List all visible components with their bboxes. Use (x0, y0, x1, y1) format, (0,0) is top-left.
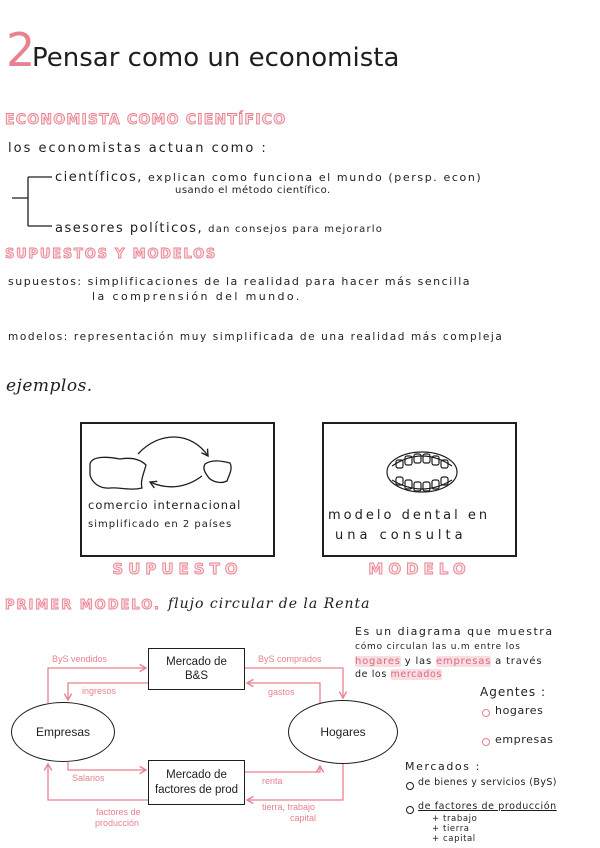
mercados-item: de bienes y servicios (ByS) (418, 777, 557, 788)
diagram-description: Es un diagrama que muestra (355, 625, 554, 638)
example-text: modelo dental en (328, 508, 491, 523)
market-goods-box (148, 648, 245, 690)
market-label: Mercado de (166, 769, 227, 782)
import-arrow (150, 476, 202, 487)
mercados-item: de factores de producción (418, 801, 557, 812)
bullet-icon (482, 709, 490, 717)
intro-text: los economistas actuan como : (8, 141, 268, 156)
example-box-modelo (322, 422, 517, 557)
flow-label-inputs: tierra, trabajo (262, 802, 316, 812)
supuestos-definition (8, 276, 471, 289)
upper-arch (392, 456, 452, 466)
flow-label-factors: factores de (96, 807, 141, 817)
market-label: B&S (184, 670, 208, 682)
highlight-hogares: hogares (355, 656, 401, 667)
example-text-cont: simplificado en 2 países (88, 519, 233, 530)
market-label: factores de prod (154, 783, 239, 796)
gum-outline (387, 452, 457, 492)
caption-modelo: MODELO (368, 560, 471, 578)
role-asesores (55, 218, 383, 237)
flow-label-inputs-cont: capital (290, 813, 317, 823)
flow-label-goods-sold: ByS vendidos (52, 654, 108, 664)
highlight-mercados: mercados (390, 669, 442, 680)
section-subtitle: flujo circular de la Renta (168, 596, 371, 612)
mercados-subitem: + trabajo (432, 814, 478, 824)
term-modelos: modelos: (8, 331, 69, 343)
role-description: dan consejos para mejorarlo (208, 224, 384, 235)
bullet-icon (406, 806, 414, 814)
export-arrow (138, 437, 208, 456)
agent-empresas: Empresas (11, 702, 115, 762)
diagram-description-cont (355, 656, 542, 668)
highlight-empresas: empresas (435, 656, 492, 667)
description-text: y las (400, 656, 436, 667)
flow-label-spending: gastos (268, 687, 295, 697)
section-heading-supuestos-modelos: SUPUESTOS Y MODELOS (5, 247, 218, 262)
description-text: a través (491, 656, 543, 667)
flow-label-goods-bought: ByS comprados (258, 654, 322, 664)
section-heading-primer-modelo: PRIMER MODELO. (5, 598, 161, 613)
mercados-subitem: + capital (432, 834, 476, 844)
agentes-heading: Agentes : (480, 685, 547, 699)
arrow-wages (68, 762, 146, 770)
supuestos-text: simplificaciones de la realidad para hacer más sencilla (87, 275, 472, 288)
flow-label-wages: Salarios (72, 773, 105, 783)
role-description: explican como funciona el mundo (persp. econ) (148, 171, 483, 184)
term-supuestos: supuestos: (8, 275, 83, 288)
agent-hogares: Hogares (288, 700, 398, 764)
market-label: Mercado de (166, 655, 227, 668)
flow-label-revenue: ingresos (82, 686, 117, 696)
agentes-item: hogares (495, 704, 544, 717)
country-b-shape (204, 461, 231, 483)
diagram-description-cont: cómo circulan las u.m entre los (355, 642, 521, 652)
bullet-icon (406, 782, 414, 790)
caption-supuesto: SUPUESTO (112, 560, 243, 578)
modelos-text: representación muy simplificada de una realidad más compleja (73, 331, 504, 343)
chapter-number: 2 (6, 23, 36, 77)
ejemplos-label: ejemplos. (6, 376, 93, 396)
modelos-definition (8, 331, 503, 343)
role-label: científicos, (55, 170, 143, 185)
supuestos-text-cont: la comprensión del mundo. (92, 290, 302, 303)
mercados-subitem: + tierra (432, 824, 470, 834)
role-cientificos (55, 167, 482, 186)
example-text-cont: una consulta (335, 528, 467, 543)
flow-label-income: renta (262, 776, 283, 786)
mercados-heading: Mercados : (405, 760, 481, 773)
description-text: de los (355, 669, 391, 680)
market-factors-box (148, 760, 245, 805)
diagram-description-cont (355, 670, 442, 681)
role-label: asesores políticos, (55, 221, 204, 236)
agentes-item: empresas (495, 733, 554, 746)
arrow-income (245, 766, 320, 772)
bracket (12, 177, 52, 226)
flow-label-factors-cont: producción (95, 818, 140, 828)
page-title: Pensar como un economista (32, 43, 400, 73)
country-a-shape (90, 457, 146, 489)
section-heading-cientifico: ECONOMISTA COMO CIENTÍFICO (5, 112, 287, 128)
trade-map-icon (82, 424, 273, 555)
bullet-icon (482, 738, 490, 746)
role-description-cont: usando el método científico. (175, 185, 331, 196)
example-box-supuesto (80, 422, 275, 557)
example-text: comercio internacional (88, 498, 242, 512)
